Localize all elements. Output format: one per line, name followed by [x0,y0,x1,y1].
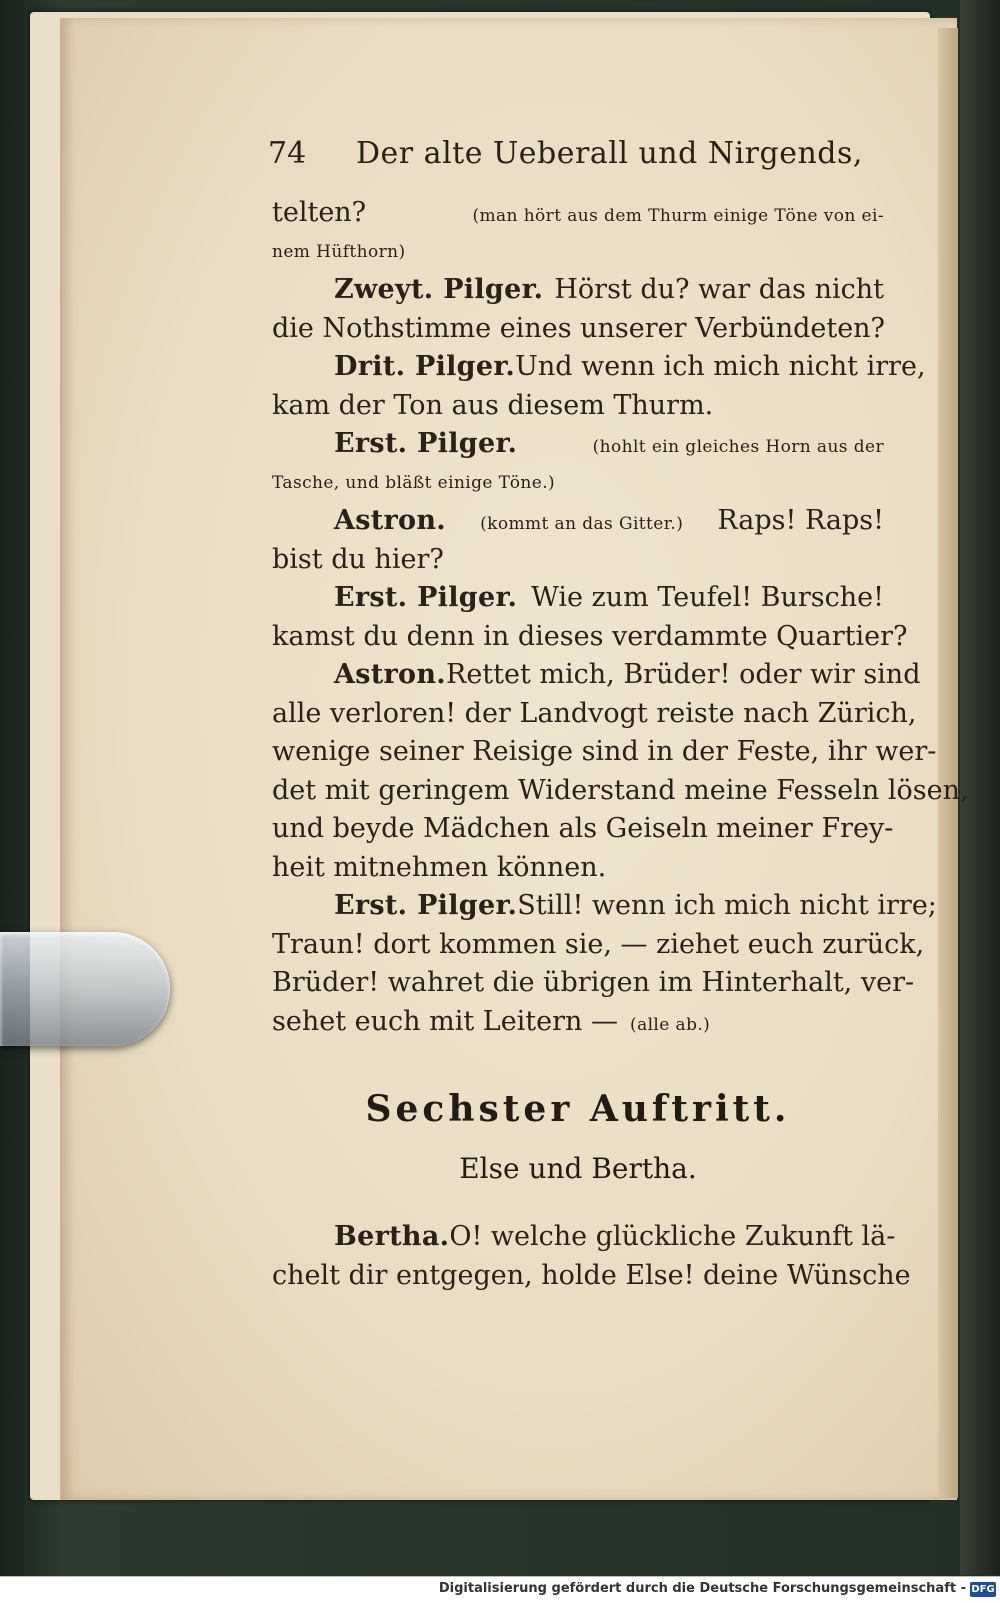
text-line [272,464,884,503]
text-line: sehet euch mit Leitern — (alle ab.) [272,1003,884,1042]
text-line: und beyde Mädchen als Geiseln meiner Frey- [272,813,894,844]
text-line: Traun! dort kommen sie, — ziehet euch zurück, [272,928,925,960]
footer-credit: Digitalisierung gefördert durch die Deutsche Forschungsgemeinschaft - [438,1581,966,1596]
speaker-label: Erst. Pilger. [334,428,518,459]
text-line: Bertha. O! welche glückliche Zukunft lä- [272,1218,884,1257]
glass-page-clip [0,932,170,1046]
text-line: telten? (man hört aus dem Thurm einige Töne von ei- [272,194,884,233]
text-line: bist du hier? [272,543,444,575]
scene-heading: Sechster Auftritt. [365,1088,791,1130]
text-line: Erst. Pilger. Still! wenn ich mich nicht irre; [272,887,884,926]
text-line: wenige seiner Reisige sind in der Feste, ihr wer- [272,736,937,767]
running-title: Der alte Ueberall und Nirgends, [356,136,863,171]
text-line [272,233,884,272]
text-line: chelt dir entgegen, holde Else! deine Wünsche [272,1259,911,1291]
text-line: Drit. Pilger. Und wenn ich mich nicht irre, [272,348,884,387]
speaker-label: Astron. [334,659,446,690]
footer-bar [0,1576,1000,1603]
body-text [272,194,969,1041]
page-fore-edge [938,28,958,1498]
speaker-label: Drit. Pilger. [334,351,516,382]
text-line: alle verloren! der Landvogt reiste nach Zürich, [272,697,917,729]
scene-persons: Else und Bertha. [459,1152,697,1185]
text-line: Brüder! wahret die übrigen im Hinterhalt, ver- [272,967,915,998]
stage-direction: (hohlt ein gleiches Horn aus der [592,437,884,457]
page-header [268,136,888,176]
text-line: Astron. (kommt an das Gitter.) Raps! Raps! [272,502,884,541]
text-line [272,425,884,464]
text-line: Erst. Pilger. Wie zum Teufel! Bursche! [272,579,884,618]
speaker-label: Bertha. [334,1221,450,1252]
stage-direction: (kommt an das Gitter.) [480,514,684,534]
text-line: heit mitnehmen können. [272,851,607,883]
stage-direction: (man hört aus dem Thurm einige Töne von ei- [472,206,884,226]
text-line: die Nothstimme eines unserer Verbündeten? [272,312,886,344]
stage-direction: nem Hüfthorn) [272,241,406,262]
speaker-label: Erst. Pilger. [334,582,518,613]
page-number: 74 [268,136,307,171]
text-line: kam der Ton aus diesem Thurm. [272,389,714,421]
stage-direction: (alle ab.) [630,1014,711,1035]
speaker-label: Astron. [334,505,446,536]
speaker-label: Erst. Pilger. [334,890,518,921]
text-line: det mit geringem Widerstand meine Fesseln lösen, [272,774,969,806]
body-text-continued [272,1218,911,1295]
text-line: Zweyt. Pilger. Hörst du? war das nicht [272,271,884,310]
speaker-label: Zweyt. Pilger. [334,274,544,305]
stage-direction: Tasche, und bläßt einige Töne.) [272,472,556,493]
dfg-logo: DFG [971,1584,995,1595]
text-line: kamst du denn in dieses verdammte Quartier? [272,620,908,652]
text-line: Astron. Rettet mich, Brüder! oder wir sind [272,656,884,695]
